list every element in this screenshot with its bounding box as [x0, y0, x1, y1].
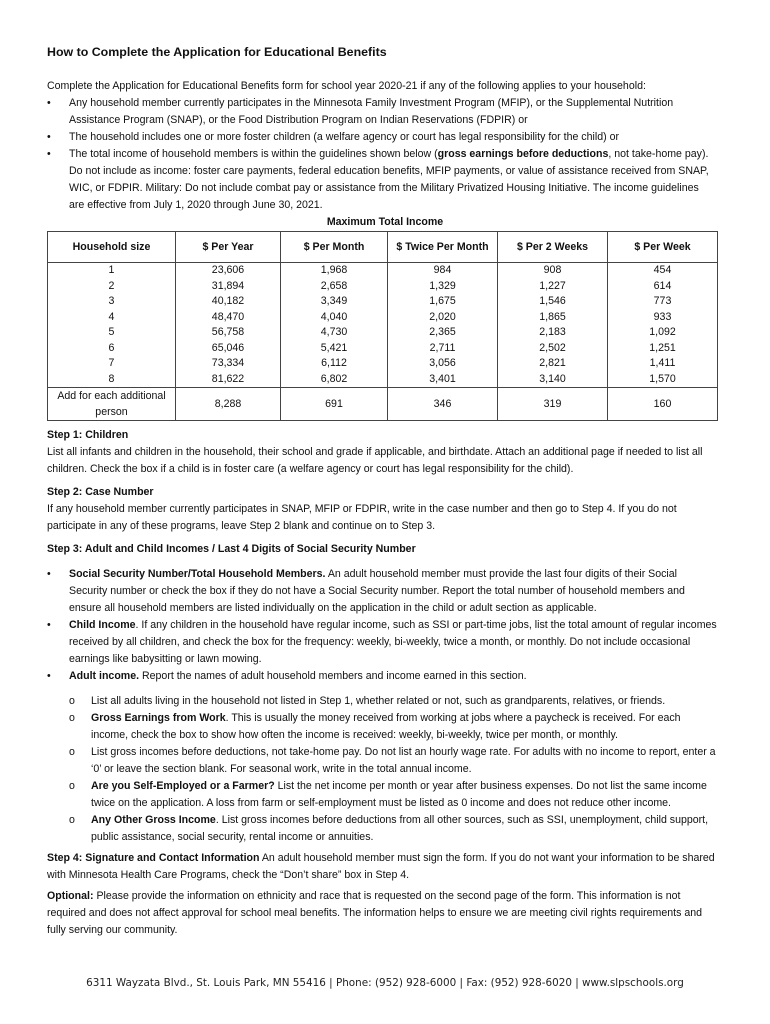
adult-income-sublist — [47, 693, 717, 846]
table-cell: 48,470 — [211, 310, 245, 323]
table-cell: 5,421 — [320, 341, 348, 354]
list-item — [47, 668, 717, 685]
col-header: $ Per Year — [176, 232, 281, 263]
table-cell: 160 — [608, 388, 718, 421]
eligibility-item — [47, 146, 717, 214]
step4-text: An adult household member must sign the form. If you do not want your information to be shared with Minnesota Health Care Programs, check the “Don’t share” box in Step 4. — [47, 852, 715, 881]
sub-list-item — [47, 710, 717, 744]
table-cell: 8 — [108, 372, 115, 385]
table-caption: Maximum Total Income — [326, 216, 444, 228]
optional-text: Please provide the information on ethnicity and race that is requested on the second page of the form. This information is not required and does not affect approval for school meal benefits. The information helps to ensure we are meeting civil rights requirements and fully serving our community. — [47, 890, 703, 936]
col-header: $ Twice Per Month — [388, 232, 498, 263]
table-cell: 908 — [543, 264, 562, 276]
col-header: $ Per 2 Weeks — [498, 232, 608, 263]
table-cell: 2,183 — [539, 326, 566, 338]
table-cell: 65,046 — [211, 341, 245, 354]
table-cell: 2,821 — [539, 357, 566, 369]
additional-person-row — [48, 388, 718, 421]
table-cell: 3 — [108, 295, 115, 307]
table-cell: 2,658 — [320, 279, 348, 292]
item-text: . This is usually the money received from working at jobs where a paycheck is received. For each income, check the box to show how often the income is received: weekly, bi-weekly, twice per month, or monthly. — [91, 712, 681, 741]
table-cell: 1,570 — [649, 372, 676, 385]
table-cell: 3,056 — [429, 357, 456, 369]
table-cell: 23,606 — [211, 264, 245, 276]
item-text: List the net income per month or year after business expenses. Do not list the same income twice on the application. A loss from farm or self-employment must be listed as 0 income and does not reduce other income. — [91, 780, 707, 809]
sub-list-item: o List all adults living in the household not listed in Step 1, whether related or not, such as grandparents, relatives, or friends. — [47, 693, 717, 710]
table-cell: 2,020 — [429, 310, 456, 323]
sub-list-item — [47, 812, 717, 846]
table-cell: 3,401 — [429, 372, 456, 385]
table-cell: 773 — [653, 295, 672, 307]
income-rest: , not take-home pay). Do not include as income: foster care payments, federal education benefits, MFIP payments, or value of assistance received from SNAP, WIC, or FDPIR. Military: Do not include combat pay or assistance from the Military Privatized Housing Initiative. The income guidelines are effective from July 1, 2020 through June 30, 2021. — [69, 148, 709, 211]
table-cell: 4,730 — [320, 326, 348, 338]
eligibility-item: • The household includes one or more foster children (a welfare agency or court has legal responsibility for the child) or — [47, 129, 717, 146]
income-table — [47, 231, 718, 421]
income-lead: The total income of household members is within the guidelines shown below ( — [69, 148, 438, 160]
table-cell: 346 — [388, 388, 498, 421]
table-cell: Add for each additional person — [48, 388, 176, 421]
table-cell: 5 — [108, 326, 115, 338]
table-cell: 56,758 — [211, 326, 245, 338]
table-cell: 2 — [108, 279, 115, 292]
table-cell: 2,502 — [539, 341, 566, 354]
eligibility-list — [47, 95, 717, 214]
table-cell: 1,227 — [539, 279, 566, 292]
table-cell: 2,711 — [429, 341, 456, 354]
table-cell: 73,334 — [211, 357, 245, 369]
income-bold: gross earnings before deductions — [437, 148, 609, 160]
table-cell: 1,329 — [429, 279, 456, 292]
table-cell: 81,622 — [211, 372, 245, 385]
col-header: Household size — [48, 232, 176, 263]
table-cell: 1 — [108, 264, 115, 276]
table-cell: 454 — [653, 264, 672, 276]
step1-text: List all infants and children in the household, their school and grade if applicable, and birthdate. Attach an additional page if needed to list all children. Check the box if a child is in foster care (a welfare agency or court has legal responsibility for the child). — [47, 446, 703, 475]
table-cell: 6,112 — [321, 357, 347, 369]
table-cell: 614 — [653, 279, 672, 292]
item-bold: Child Income — [69, 619, 136, 631]
step4-heading: Step 4: Signature and Contact Information — [47, 852, 260, 864]
step2-heading: Step 2: Case Number — [47, 486, 154, 498]
page-footer: 6311 Wayzata Blvd., St. Louis Park, MN 55416 | Phone: (952) 928-6000 | Fax: (952) 928-6020 | www.slpschools.org — [86, 977, 684, 989]
table-cell: 8,288 — [176, 388, 281, 421]
table-cell: 1,968 — [320, 264, 348, 276]
item-text: . List gross incomes before deductions from all other sources, such as SSI, unemployment, child support, public assistance, social security, rental income or annuities. — [91, 814, 709, 843]
twice-per-month-column — [388, 263, 498, 388]
table-cell: 3,140 — [539, 372, 566, 385]
table-cell: 319 — [498, 388, 608, 421]
step2-text: If any household member currently participates in SNAP, MFIP or FDPIR, write in the case number and then go to Step 4. If you do not participate in any of these programs, leave Step 2 blank and continue on to Step 3. — [47, 503, 677, 532]
household-size-column — [48, 263, 176, 388]
table-cell: 2,365 — [429, 326, 456, 338]
table-cell: 1,675 — [429, 295, 456, 307]
item-text: . If any children in the household have regular income, such as SSI or part-time jobs, list the total amount of regular incomes received by all children, and check the box for the frequency: weekly, bi-weekly, twice a month, or monthly. Do not include occasional earnings like babysitting or lawn mowing. — [69, 619, 717, 665]
item-text: An adult household member must provide the last four digits of their Social Security number or check the box if they do not have a Social Security number. Report the total number of household members and ensure all household members are listed individually on the application in the child or adult section as applicable. — [69, 568, 685, 614]
table-cell: 1,865 — [539, 310, 566, 323]
item-bold: Any Other Gross Income — [91, 814, 216, 826]
table-cell: 6,802 — [320, 372, 348, 385]
table-cell: 933 — [653, 310, 672, 323]
step4-paragraph — [47, 850, 717, 884]
page-title: How to Complete the Application for Educational Benefits — [47, 45, 387, 59]
intro-text: Complete the Application for Educational Benefits form for school year 2020-21 if any of the following applies to your household: — [47, 80, 646, 92]
document-page — [47, 44, 717, 939]
step3-heading: Step 3: Adult and Child Incomes / Last 4 Digits of Social Security Number — [47, 543, 416, 555]
table-cell: 691 — [281, 388, 388, 421]
list-item — [47, 566, 717, 617]
optional-heading: Optional: — [47, 890, 94, 902]
table-cell: 1,251 — [649, 341, 676, 354]
table-cell: 984 — [433, 264, 452, 276]
table-header-row — [48, 232, 718, 263]
table-cell: 31,894 — [211, 279, 245, 292]
table-cell: 4,040 — [320, 310, 348, 323]
per-week-column — [608, 263, 718, 388]
per-month-column — [281, 263, 388, 388]
table-body-row — [48, 263, 718, 388]
col-header: $ Per Month — [281, 232, 388, 263]
per-year-column — [176, 263, 281, 388]
item-bold: Social Security Number/Total Household Members. — [69, 568, 326, 580]
table-cell: 7 — [108, 357, 115, 369]
table-cell: 1,546 — [539, 295, 566, 307]
table-cell: 4 — [108, 310, 115, 323]
list-item — [47, 617, 717, 668]
table-cell: 3,349 — [320, 295, 348, 307]
item-bold: Are you Self-Employed or a Farmer? — [91, 780, 275, 792]
item-bold: Adult income. — [69, 670, 140, 682]
col-header: $ Per Week — [608, 232, 718, 263]
eligibility-item: • Any household member currently participates in the Minnesota Family Investment Program (MFIP), or the Supplemental Nutrition Assistance Program (SNAP), or the Food Distribution Program on Indian Reservations (FDPIR) or — [47, 95, 717, 129]
optional-paragraph — [47, 888, 717, 939]
sub-list-item: o List gross incomes before deductions, not take-home pay. Do not list an hourly wage rate. For adults with no income to report, enter a ‘0’ or leave the section blank. For seasonal work, write in the total annual income. — [47, 744, 717, 778]
step3-list — [47, 566, 717, 685]
step1-heading: Step 1: Children — [47, 429, 129, 441]
table-cell: 6 — [108, 341, 115, 354]
sub-list-item — [47, 778, 717, 812]
item-bold: Gross Earnings from Work — [91, 712, 226, 724]
table-cell: 40,182 — [211, 295, 245, 307]
per-2-weeks-column — [498, 263, 608, 388]
table-cell: 1,092 — [649, 326, 676, 338]
table-cell: 1,411 — [649, 357, 676, 369]
item-text: Report the names of adult household members and income earned in this section. — [139, 670, 527, 682]
